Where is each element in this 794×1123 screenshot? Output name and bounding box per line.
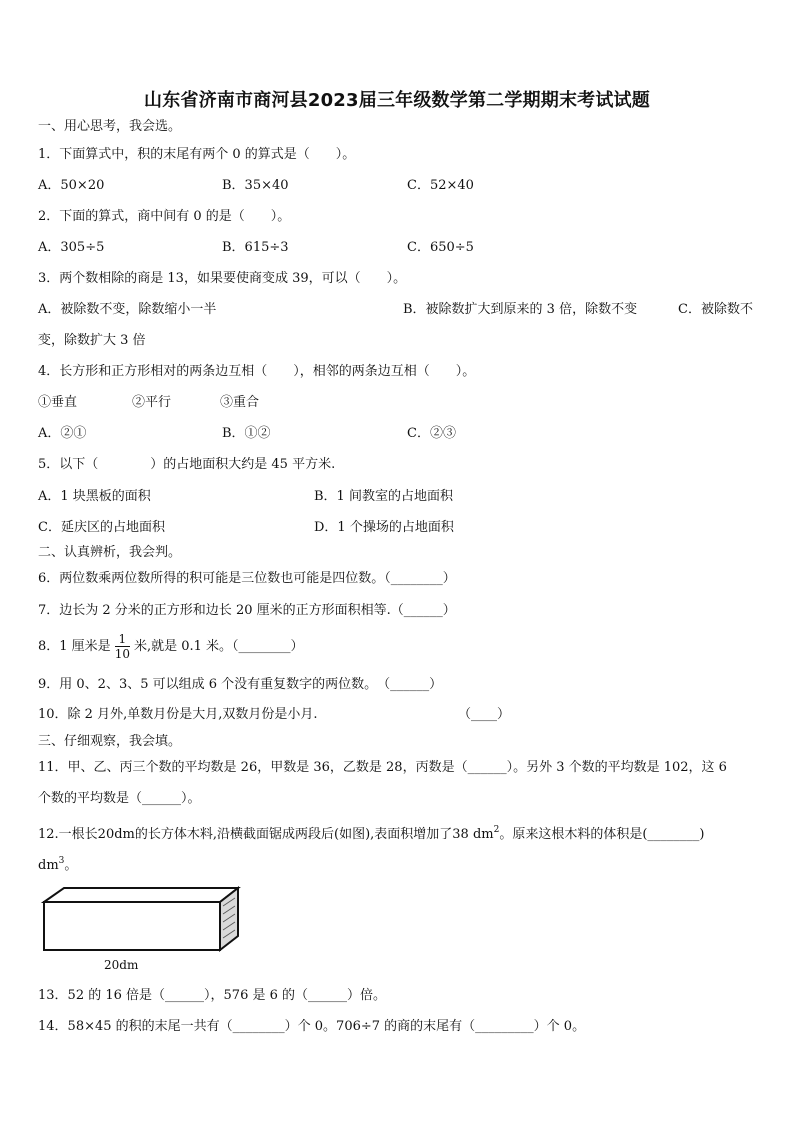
q5-option-d: D．1 个操场的占地面积 — [314, 520, 454, 535]
q5-option-c: C．延庆区的占地面积 — [38, 520, 165, 535]
question-2: 2．下面的算式，商中间有 0 的是（ ）。 — [38, 209, 291, 224]
q4-option-c: C．②③ — [407, 426, 456, 441]
q12-superscript-3: 3 — [58, 856, 65, 866]
q4-option-b: B．①② — [222, 426, 271, 441]
question-12-line-1 — [38, 821, 705, 844]
q10-answer-blank: （____） — [458, 707, 511, 722]
question-14: 14．58×45 的积的末尾一共有（________）个 0。706÷7 的商的末尾有（_________）个 0。 — [38, 1019, 586, 1034]
cuboid-figure — [38, 884, 242, 958]
fraction — [115, 632, 130, 661]
question-11-line-1: 11．甲、乙、丙三个数的平均数是 26，甲数是 36，乙数是 28，丙数是（______）。另外 3 个数的平均数是 102，这 6 — [38, 760, 727, 775]
q1-option-c: C．52×40 — [407, 178, 474, 193]
section-heading-fill: 三、仔细观察，我会填。 — [38, 734, 182, 749]
q2-option-a: A．305÷5 — [38, 240, 105, 255]
section-heading-choice: 一、用心思考，我会选。 — [38, 119, 182, 134]
page-title: 山东省济南市商河县2023届三年级数学第二学期期末考试试题 — [144, 90, 650, 111]
question-7: 7．边长为 2 分米的正方形和边长 20 厘米的正方形面积相等.（______） — [38, 603, 456, 618]
question-5: 5．以下（ ）的占地面积大约是 45 平方米. — [38, 457, 336, 472]
q3-option-c-continued: 变，除数扩大 3 倍 — [38, 333, 146, 348]
q8-text-before: 8．1 厘米是 — [38, 639, 111, 654]
q12-text: 12.一根长20dm的长方体木料,沿横截面锯成两段后(如图),表面积增加了38 dm — [38, 827, 494, 842]
cuboid-drawing — [38, 884, 242, 954]
question-9: 9．用 0、2、3、5 可以组成 6 个没有重复数字的两位数。 （______） — [38, 677, 443, 692]
q4-item-1: ①垂直 — [38, 395, 78, 410]
question-8 — [38, 630, 304, 664]
q1-option-a: A．50×20 — [38, 178, 105, 193]
q4-item-2: ②平行 — [132, 395, 172, 410]
q12-unit: dm — [38, 858, 59, 873]
question-6: 6．两位数乘两位数所得的积可能是三位数也可能是四位数。（________） — [38, 571, 456, 586]
q4-item-3: ③重合 — [220, 395, 260, 410]
q2-option-c: C．650÷5 — [407, 240, 474, 255]
question-1: 1．下面算式中，积的末尾有两个 0 的算式是（ ）。 — [38, 147, 356, 162]
question-13: 13．52 的 16 倍是（______），576 是 6 的（______）倍。 — [38, 988, 387, 1003]
question-11-line-2: 个数的平均数是（______）。 — [38, 791, 201, 806]
figure-length-label: 20dm — [104, 958, 139, 972]
q3-option-a: A．被除数不变，除数缩小一半 — [38, 302, 217, 317]
question-3: 3．两个数相除的商是 13，如果要使商变成 39，可以（ ）。 — [38, 271, 407, 286]
q4-option-a: A．②① — [38, 426, 87, 441]
q1-option-b: B．35×40 — [222, 178, 289, 193]
fraction-numerator: 1 — [115, 632, 130, 647]
q5-option-b: B．1 间教室的占地面积 — [314, 489, 453, 504]
q5-option-a: A．1 块黑板的面积 — [38, 489, 151, 504]
fraction-denominator: 10 — [114, 647, 130, 661]
question-12-line-2 — [38, 852, 77, 875]
question-10: 10．除 2 月外,单数月份是大月,双数月份是小月. — [38, 707, 318, 722]
q12-text-continued: 。原来这根木料的体积是(________) — [499, 827, 705, 842]
section-heading-judge: 二、认真辨析，我会判。 — [38, 545, 182, 560]
q3-option-b: B．被除数扩大到原来的 3 倍，除数不变 — [403, 302, 638, 317]
q12-superscript-2: 2 — [493, 825, 500, 835]
q8-text-after: 米,就是 0.1 米。（________） — [133, 639, 304, 654]
question-4: 4．长方形和正方形相对的两条边互相（ ），相邻的两条边互相（ ）。 — [38, 364, 476, 379]
q2-option-b: B．615÷3 — [222, 240, 289, 255]
q3-option-c: C．被除数不 — [678, 302, 753, 317]
q12-period: 。 — [64, 858, 78, 873]
